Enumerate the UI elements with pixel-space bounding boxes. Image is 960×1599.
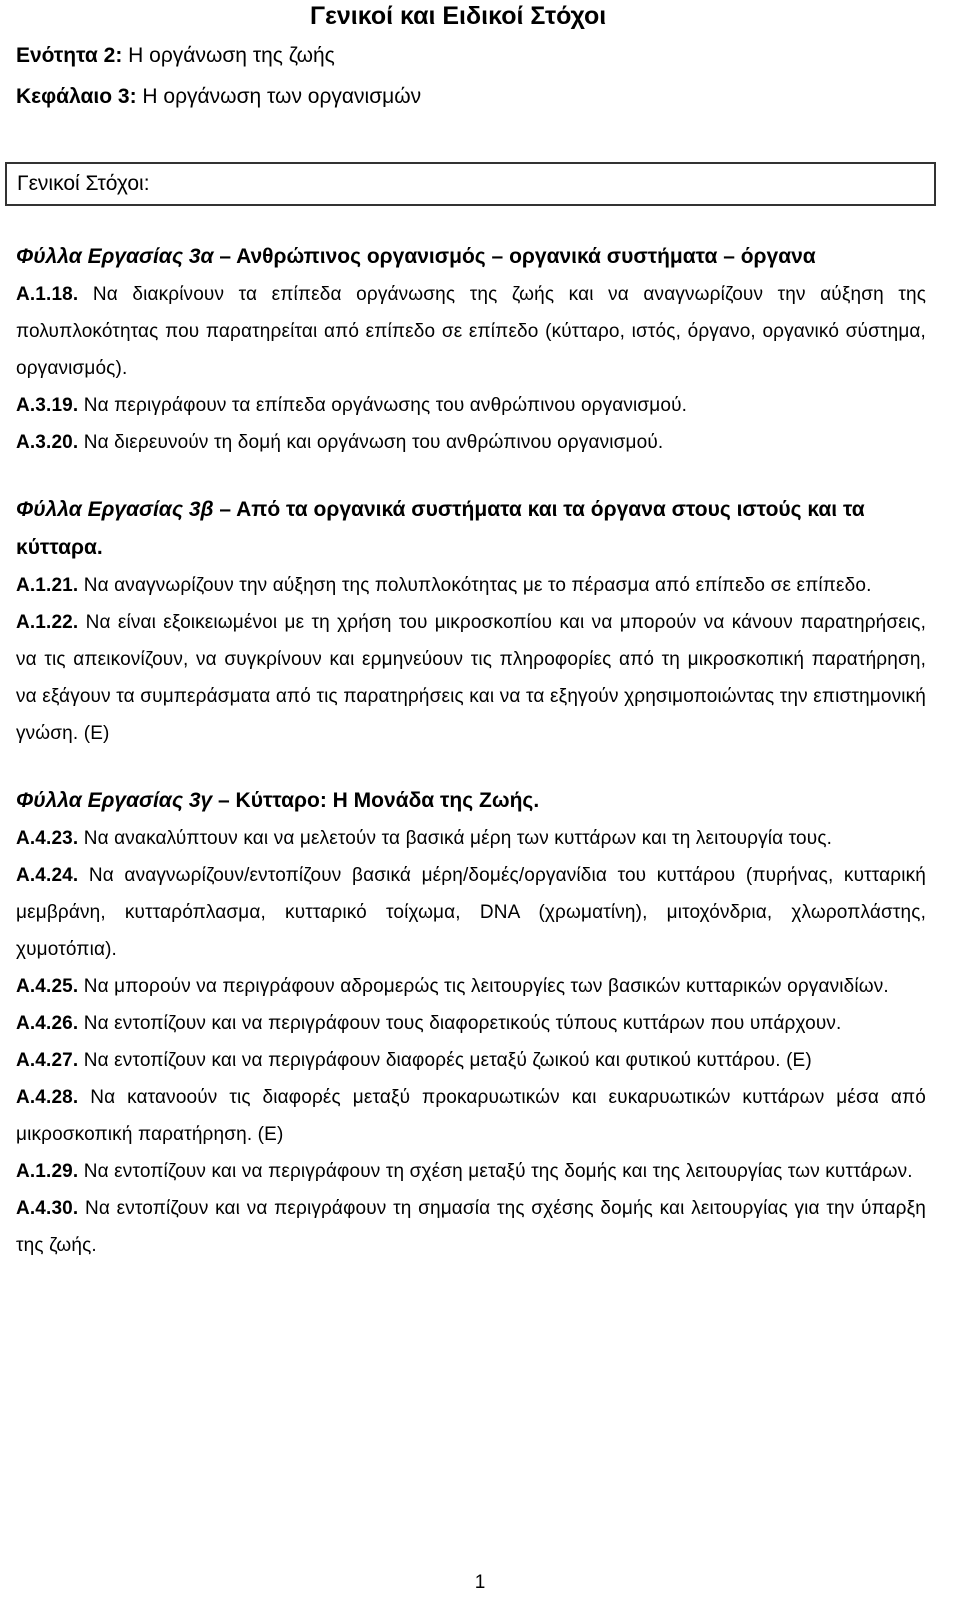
objective-text: Να διερευνούν τη δομή και οργάνωση του ανθρώπινου οργανισμού. <box>78 432 664 453</box>
section-title-rest: – Ανθρώπινος οργανισμός – οργανικά συστήματα – όργανα <box>213 245 816 268</box>
objective-item <box>16 1153 926 1190</box>
objective-text: Να εντοπίζουν και να περιγράφουν τη σχέση μεταξύ της δομής και της λειτουργίας των κυττάρων. <box>78 1161 913 1182</box>
section-title-3c <box>16 782 926 820</box>
unit-label: Ενότητα 2: <box>16 44 123 67</box>
section-title-rest: – Κύτταρο: Η Μονάδα της Ζωής. <box>212 789 540 812</box>
section-gap <box>16 752 926 782</box>
objective-code: Α.1.22. <box>16 612 79 633</box>
objectives-content <box>16 238 926 1264</box>
objective-item <box>16 387 926 424</box>
section-gap <box>16 461 926 491</box>
section-title-3a <box>16 238 926 276</box>
objective-text: Να είναι εξοικειωμένοι με τη χρήση του μικροσκοπίου και να μπορούν να κάνουν παρατηρήσεις, να τις απεικονίζουν, να συγκρίνουν και ερμηνεύουν τις πληροφορίες από τη μικροσκοπική παρατήρηση, να εξάγουν τα συμπεράσματα από τις παρατηρήσεις και να τα εξηγούν χρησιμοποιώντας την επιστημονική γνώση. (Ε) <box>16 612 926 744</box>
section-title-3b <box>16 491 926 567</box>
objective-text: Να εντοπίζουν και να περιγράφουν τους διαφορετικούς τύπους κυττάρων που υπάρχουν. <box>78 1013 842 1034</box>
objective-item <box>16 857 926 968</box>
objective-code: Α.4.24. <box>16 865 79 886</box>
objective-item <box>16 604 926 752</box>
objective-text: Να εντοπίζουν και να περιγράφουν διαφορές μεταξύ ζωικού και φυτικού κυττάρου. (Ε) <box>78 1050 812 1071</box>
objective-code: Α.4.23. <box>16 828 79 849</box>
page-number: 1 <box>474 1572 486 1593</box>
objective-text: Να αναγνωρίζουν την αύξηση της πολυπλοκότητας με το πέρασμα από επίπεδο σε επίπεδο. <box>78 575 872 596</box>
objective-code: Α.3.20. <box>16 432 79 453</box>
chapter-label: Κεφάλαιο 3: <box>16 85 137 108</box>
section-title-italic: Φύλλα Εργασίας 3β <box>16 498 214 521</box>
objective-item <box>16 968 926 1005</box>
objective-item <box>16 276 926 387</box>
unit-line <box>16 42 335 70</box>
unit-text: Η οργάνωση της ζωής <box>122 44 335 67</box>
objective-code: Α.3.19. <box>16 395 79 416</box>
objective-item <box>16 424 926 461</box>
section-title-italic: Φύλλα Εργασίας 3γ <box>16 789 213 812</box>
objective-item <box>16 1005 926 1042</box>
objective-text: Να διακρίνουν τα επίπεδα οργάνωσης της ζωής και να αναγνωρίζουν την αύξηση της πολυπλοκότητας που παρατηρείται από επίπεδο σε επίπεδο (κύτταρο, ιστός, όργανο, οργανικό σύστημα, οργανισμός). <box>16 284 926 379</box>
objective-text: Να περιγράφουν τα επίπεδα οργάνωσης του ανθρώπινου οργανισμού. <box>78 395 688 416</box>
objective-code: Α.4.26. <box>16 1013 79 1034</box>
objective-item <box>16 1190 926 1264</box>
section-title-italic: Φύλλα Εργασίας 3α <box>16 245 214 268</box>
objective-text: Να ανακαλύπτουν και να μελετούν τα βασικά μέρη των κυττάρων και τη λειτουργία τους. <box>78 828 833 849</box>
page-title: Γενικοί και Ειδικοί Στόχοι <box>310 2 607 30</box>
objective-text: Να αναγνωρίζουν/εντοπίζουν βασικά μέρη/δομές/οργανίδια του κυττάρου (πυρήνας, κυτταρική μεμβράνη, κυτταρόπλασμα, κυτταρικό τοίχωμα, DNA (χρωματίνη), μιτοχόνδρια, χλωροπλάστης, χυμοτόπια). <box>16 865 926 960</box>
chapter-text: Η οργάνωση των οργανισμών <box>136 85 422 108</box>
objective-code: Α.1.18. <box>16 284 79 305</box>
general-goals-label: Γενικοί Στόχοι: <box>17 172 150 195</box>
objective-code: Α.4.28. <box>16 1087 79 1108</box>
objective-item <box>16 1042 926 1079</box>
general-goals-box <box>5 162 936 206</box>
objective-item <box>16 820 926 857</box>
objective-text: Να εντοπίζουν και να περιγράφουν τη σημασία της σχέσης δομής και λειτουργίας για την ύπαρξη της ζωής. <box>16 1198 926 1256</box>
objective-code: Α.1.29. <box>16 1161 79 1182</box>
objective-item <box>16 567 926 604</box>
objective-code: Α.4.30. <box>16 1198 79 1219</box>
objective-code: Α.1.21. <box>16 575 79 596</box>
section-title-rest: – Από τα οργανικά συστήματα και τα όργανα στους ιστούς και τα κύτταρα. <box>16 498 865 559</box>
objective-item <box>16 1079 926 1153</box>
objective-text: Να κατανοούν τις διαφορές μεταξύ προκαρυωτικών και ευκαρυωτικών κυττάρων μέσα από μικροσκοπική παρατήρηση. (Ε) <box>16 1087 926 1145</box>
objective-code: Α.4.27. <box>16 1050 79 1071</box>
objective-text: Να μπορούν να περιγράφουν αδρομερώς τις λειτουργίες των βασικών κυτταρικών οργανιδίων. <box>78 976 889 997</box>
chapter-line <box>16 83 421 111</box>
objective-code: Α.4.25. <box>16 976 79 997</box>
